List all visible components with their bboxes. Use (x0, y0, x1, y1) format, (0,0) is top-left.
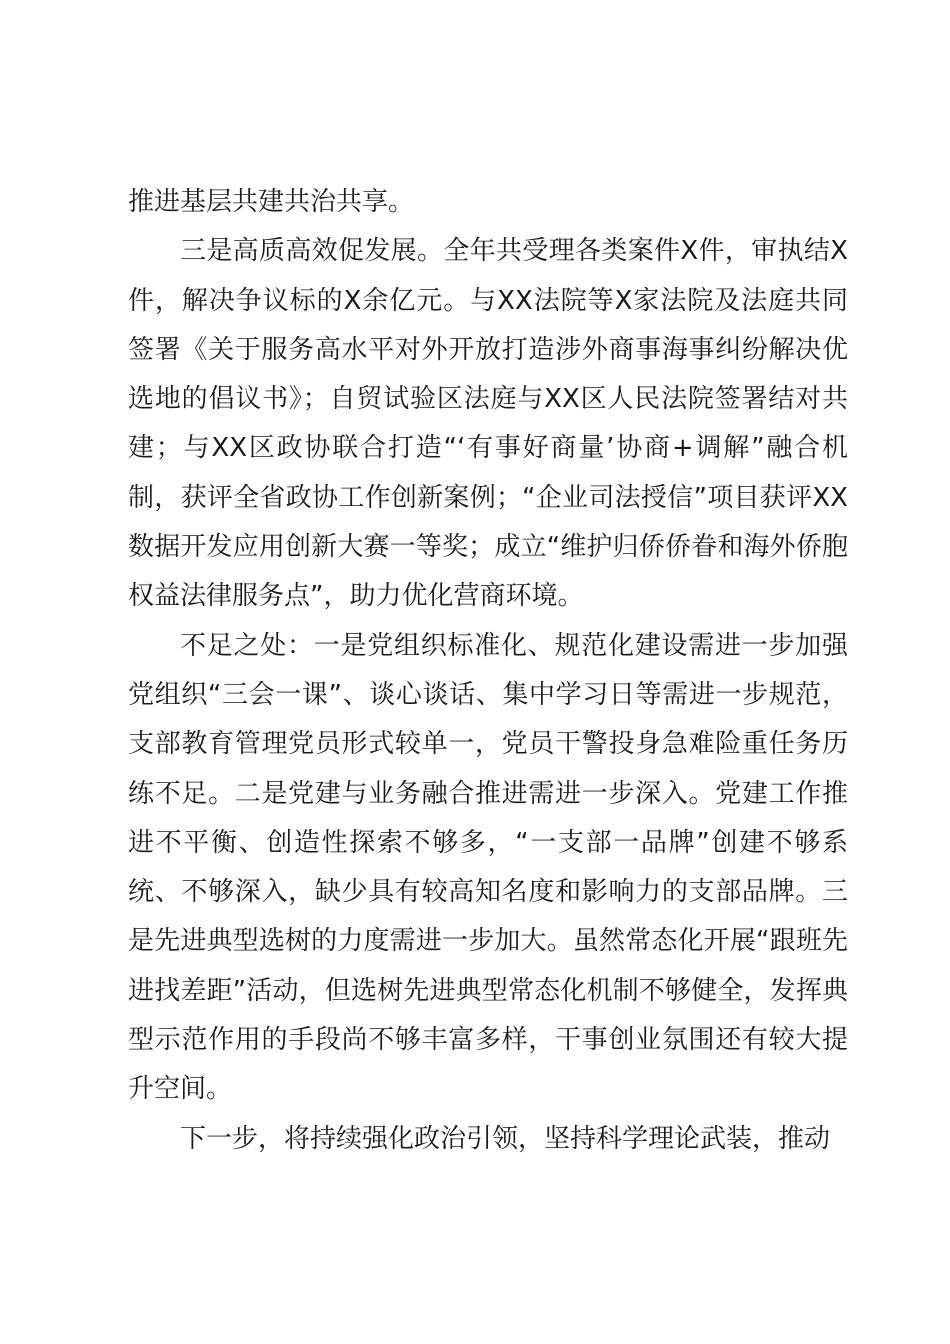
paragraph-development: 三是高质高效促发展。全年共受理各类案件X件，审执结X件，解决争议标的X余亿元。与XX法院等X家法院及法庭共同签署《关于服务高水平对外开放打造涉外商事海事纠纷解决优选地的倡议书》；自贸试验区法庭与XX区人民法院签署结对共建；与XX区政协联合打造“‘有事好商量’协商+调解”融合机制，获评全省政协工作创新案例；“企业司法授信”项目获评XX数据开发应用创新大赛一等奖；成立“维护归侨侨眷和海外侨胞权益法律服务点”，助力优化营商环境。 (128, 236, 848, 612)
paragraph-continuation: 推进基层共建共治共享。 (128, 187, 415, 217)
document-body (128, 178, 848, 1164)
paragraph-next-steps: 下一步，将持续强化政治引领，坚持科学理论武装，推动 (180, 1123, 831, 1154)
paragraph-shortcomings: 不足之处：一是党组织标准化、规范化建设需进一步加强党组织“三会一课”、谈心谈话、集中学习日等需进一步规范，支部教育管理党员形式较单一，党员干警投身急难险重任务历练不足。二是党建与业务融合推进需进一步深入。党建工作推进不平衡、创造性探索不够多，“一支部一品牌”创建不够系统、不够深入，缺少具有较高知名度和影响力的支部品牌。三是先进典型选树的力度需进一步加大。虽然常态化开展“跟班先进找差距”活动，但选树先进典型常态化机制不够健全，发挥典型示范作用的手段尚不够丰富多样，干事创业氛围还有较大提升空间。 (128, 630, 848, 1105)
